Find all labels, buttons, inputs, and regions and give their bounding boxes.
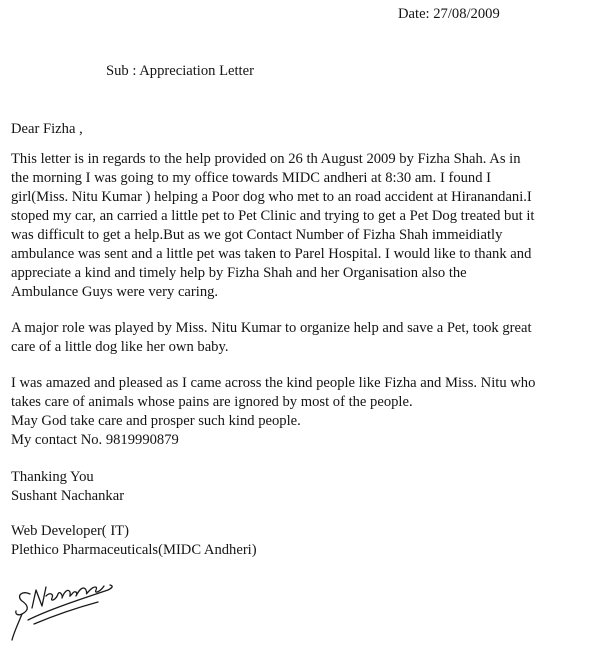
letter-subject: Sub : Appreciation Letter	[106, 63, 254, 79]
paragraph-line: I was amazed and pleased as I came across the kind people like Fizha and Miss. Nitu who	[11, 375, 536, 391]
closing-block	[11, 468, 124, 506]
paragraph-line: May God take care and prosper such kind people.	[11, 413, 301, 429]
sender-title: Web Developer( IT)	[11, 523, 129, 539]
handwritten-signature	[8, 574, 158, 646]
paragraph-line: A major role was played by Miss. Nitu Kumar to organize help and save a Pet, took great	[11, 320, 532, 336]
sender-name: Sushant Nachankar	[11, 488, 125, 504]
paragraph-line: ambulance was sent and a little pet was taken to Parel Hospital. I would like to thank and	[11, 246, 532, 262]
paragraph-line: Ambulance Guys were very caring.	[11, 284, 219, 300]
paragraph-line: care of a little dog like her own baby.	[11, 339, 229, 355]
paragraph-2	[11, 319, 597, 357]
contact-number: My contact No. 9819990879	[11, 432, 179, 448]
signature-block	[11, 522, 257, 560]
letter-body	[11, 150, 597, 467]
paragraph-3	[11, 374, 597, 450]
paragraph-line: takes care of animals whose pains are ignored by most of the people.	[11, 394, 413, 410]
paragraph-line: This letter is in regards to the help provided on 26 th August 2009 by Fizha Shah. As in	[11, 151, 521, 167]
paragraph-line: was difficult to get a help.But as we got Contact Number of Fizha Shah immeidiatly	[11, 227, 503, 243]
paragraph-line: appreciate a kind and timely help by Fizha Shah and her Organisation also the	[11, 265, 467, 281]
sender-company: Plethico Pharmaceuticals(MIDC Andheri)	[11, 542, 257, 558]
paragraph-line: the morning I was going to my office towards MIDC andheri at 8:30 am. I found I	[11, 170, 492, 186]
closing-line: Thanking You	[11, 469, 94, 485]
paragraph-line: girl(Miss. Nitu Kumar ) helping a Poor dog who met to an road accident at Hiranandani.I	[11, 189, 532, 205]
paragraph-line: stoped my car, an carried a little pet to Pet Clinic and trying to get a Pet Dog treated but it	[11, 208, 535, 224]
letter-date: Date: 27/08/2009	[398, 6, 500, 22]
letter-salutation: Dear Fizha ,	[11, 121, 83, 137]
paragraph-1	[11, 150, 597, 302]
